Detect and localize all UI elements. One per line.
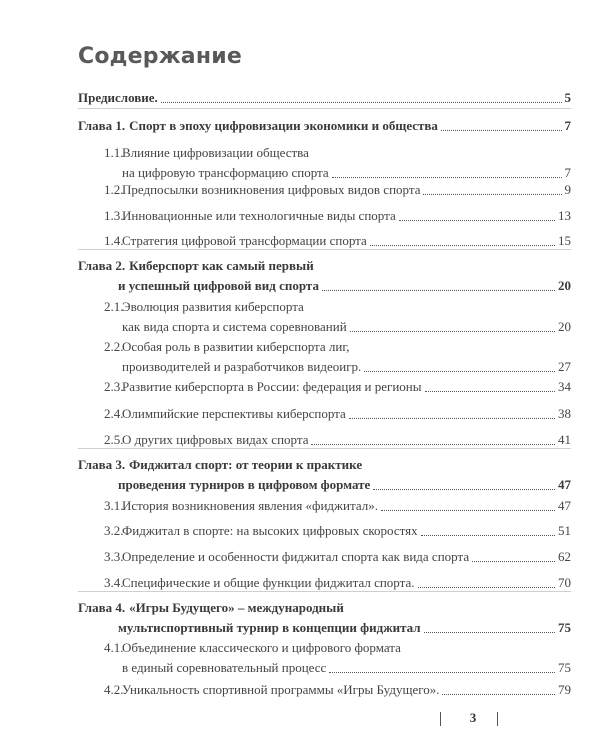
toc-entry-number: 3.1. xyxy=(104,498,124,513)
toc-entry-page: 20 xyxy=(558,278,571,293)
toc-entry-number: 2.3. xyxy=(104,379,124,394)
toc-entry-title: Киберспорт как самый первый xyxy=(129,258,314,273)
toc-section-entry[interactable] xyxy=(0,297,600,337)
toc-section-entry[interactable] xyxy=(0,143,600,183)
toc-entry-page: 9 xyxy=(564,182,571,197)
toc-entry-line xyxy=(0,547,571,567)
dot-leader xyxy=(421,534,555,536)
toc-entry-number: 2.5. xyxy=(104,432,124,447)
toc-entry-page: 75 xyxy=(558,620,571,635)
dot-leader xyxy=(329,671,555,673)
toc-entry-number: Глава 1. xyxy=(78,118,126,133)
dot-leader xyxy=(441,129,562,131)
toc-entry-page: 51 xyxy=(558,523,571,538)
toc-entry-title: Спорт в эпоху цифровизации экономики и общества xyxy=(129,118,438,133)
toc-entry-number: 2.1. xyxy=(104,299,124,314)
toc-chapter-entry[interactable] xyxy=(0,116,600,136)
toc-entry-title: Специфические и общие функции фиджитал спорта. xyxy=(122,575,415,590)
toc-entry-title: как вида спорта и система соревнований xyxy=(122,319,347,334)
chapter-divider xyxy=(78,591,571,592)
dot-leader xyxy=(442,693,555,695)
toc-entry-title: Определение и особенности фиджитал спорта как вида спорта xyxy=(122,549,470,564)
toc-entry-page: 79 xyxy=(558,682,571,697)
toc-entry-line xyxy=(0,256,571,276)
toc-entry-number: 3.3. xyxy=(104,549,124,564)
toc-entry-page: 38 xyxy=(558,406,571,421)
dot-leader xyxy=(423,193,561,195)
dot-leader xyxy=(418,586,556,588)
toc-section-entry[interactable] xyxy=(0,337,600,377)
toc-entry-line xyxy=(0,475,571,495)
toc-entry-title: Фиджитал спорт: от теории к практике xyxy=(129,457,363,472)
toc-entry-line xyxy=(0,598,571,618)
toc-entry-line xyxy=(0,455,571,475)
toc-entry-line xyxy=(0,297,571,317)
toc-entry-page: 15 xyxy=(558,233,571,248)
toc-entry-page: 5 xyxy=(564,90,571,105)
toc-section-entry[interactable] xyxy=(0,638,600,678)
dot-leader xyxy=(472,560,555,562)
toc-section-entry[interactable] xyxy=(0,377,600,397)
toc-entry-number: 1.1. xyxy=(104,145,124,160)
dot-leader xyxy=(373,488,555,490)
dot-leader xyxy=(425,390,555,392)
toc-section-entry[interactable] xyxy=(0,430,600,450)
toc-entry-line xyxy=(0,404,571,424)
toc-entry-page: 7 xyxy=(564,118,571,133)
chapter-divider xyxy=(78,108,571,109)
chapter-divider xyxy=(78,249,571,250)
toc-entry-line xyxy=(0,180,571,200)
toc-entry-title: Предисловие. xyxy=(78,90,158,105)
toc-entry-line xyxy=(0,143,571,163)
page-title: Содержание xyxy=(78,44,242,69)
dot-leader xyxy=(364,370,555,372)
toc-chapter-entry[interactable] xyxy=(0,88,600,108)
toc-section-entry[interactable] xyxy=(0,573,600,593)
dot-leader xyxy=(332,176,562,178)
toc-entry-page: 47 xyxy=(558,477,571,492)
dot-leader xyxy=(381,509,555,511)
toc-entry-number: Глава 2. xyxy=(78,258,126,273)
toc-chapter-entry[interactable] xyxy=(0,256,600,296)
toc-entry-title: Олимпийские перспективы киберспорта xyxy=(122,406,346,421)
toc-entry-line xyxy=(0,638,571,658)
toc-entry-line xyxy=(0,231,571,251)
toc-section-entry[interactable] xyxy=(0,547,600,567)
dot-leader xyxy=(349,417,555,419)
toc-entry-title: Инновационные или технологичные виды спорта xyxy=(122,208,396,223)
toc-entry-number: Глава 4. xyxy=(78,600,126,615)
dot-leader xyxy=(399,219,555,221)
toc-entry-page: 75 xyxy=(558,660,571,675)
toc-entry-title: Уникальность спортивной программы «Игры Будущего». xyxy=(122,682,440,697)
toc-entry-number: 4.1. xyxy=(104,640,124,655)
dot-leader xyxy=(161,101,562,103)
toc-entry-line xyxy=(0,377,571,397)
toc-entry-title: в единый соревновательный процесс xyxy=(122,660,327,675)
toc-entry-page: 7 xyxy=(564,165,571,180)
dot-leader xyxy=(370,244,555,246)
toc-entry-line xyxy=(0,680,571,700)
toc-entry-title: мультиспортивный турнир в концепции фиджитал xyxy=(118,620,421,635)
toc-section-entry[interactable] xyxy=(0,231,600,251)
toc-entry-title: «Игры Будущего» – международный xyxy=(129,600,344,615)
toc-entry-title: и успешный цифровой вид спорта xyxy=(118,278,319,293)
toc-entry-number: 1.2. xyxy=(104,182,124,197)
toc-entry-line xyxy=(0,430,571,450)
toc-entry-line xyxy=(0,573,571,593)
page-footer xyxy=(0,710,600,730)
toc-entry-page: 70 xyxy=(558,575,571,590)
dot-leader xyxy=(322,289,555,291)
dot-leader xyxy=(424,631,555,633)
toc-entry-title: на цифровую трансформацию спорта xyxy=(122,165,329,180)
chapter-divider xyxy=(78,448,571,449)
dot-leader xyxy=(350,330,555,332)
toc-entry-line xyxy=(0,88,571,108)
footer-divider-right xyxy=(497,712,498,726)
toc-section-entry[interactable] xyxy=(0,404,600,424)
toc-entry-line xyxy=(0,357,571,377)
toc-chapter-entry[interactable] xyxy=(0,598,600,638)
toc-entry-title: Особая роль в развитии киберспорта лиг, xyxy=(122,339,350,354)
toc-entry-title: О других цифровых видах спорта xyxy=(122,432,309,447)
toc-entry-title: Предпосылки возникновения цифровых видов спорта xyxy=(122,182,421,197)
toc-entry-line xyxy=(0,618,571,638)
toc-section-entry[interactable] xyxy=(0,521,600,541)
toc-section-entry[interactable] xyxy=(0,206,600,226)
toc-entry-line xyxy=(0,337,571,357)
toc-entry-title: Стратегия цифровой трансформации спорта xyxy=(122,233,367,248)
toc-entry-title: Объединение классического и цифрового формата xyxy=(122,640,401,655)
toc-entry-line xyxy=(0,116,571,136)
toc-entry-line xyxy=(0,276,571,296)
toc-entry-page: 62 xyxy=(558,549,571,564)
toc-entry-number: 1.4. xyxy=(104,233,124,248)
toc-entry-title: История возникновения явления «фиджитал». xyxy=(122,498,378,513)
toc-entry-line xyxy=(0,496,571,516)
toc-section-entry[interactable] xyxy=(0,680,600,700)
toc-entry-title: Фиджитал в спорте: на высоких цифровых скоростях xyxy=(122,523,418,538)
toc-section-entry[interactable] xyxy=(0,180,600,200)
toc-chapter-entry[interactable] xyxy=(0,455,600,495)
toc-entry-page: 34 xyxy=(558,379,571,394)
toc-entry-number: 2.2. xyxy=(104,339,124,354)
toc-entry-page: 41 xyxy=(558,432,571,447)
toc-entry-title: Влияние цифровизации общества xyxy=(122,145,309,160)
toc-entry-line xyxy=(0,658,571,678)
toc-entry-number: 3.4. xyxy=(104,575,124,590)
toc-entry-line xyxy=(0,521,571,541)
toc-entry-title: Эволюция развития киберспорта xyxy=(122,299,304,314)
dot-leader xyxy=(311,443,555,445)
toc-entry-page: 13 xyxy=(558,208,571,223)
toc-entry-title: Развитие киберспорта в России: федерация и регионы xyxy=(122,379,422,394)
toc-entry-title: производителей и разработчиков видеоигр. xyxy=(122,359,362,374)
toc-entry-number: 2.4. xyxy=(104,406,124,421)
toc-entry-line xyxy=(0,317,571,337)
toc-entry-line xyxy=(0,206,571,226)
toc-entry-number: 4.2. xyxy=(104,682,124,697)
page-number: 3 xyxy=(469,710,477,725)
toc-entry-page: 20 xyxy=(558,319,571,334)
toc-entry-page: 47 xyxy=(558,498,571,513)
toc-section-entry[interactable] xyxy=(0,496,600,516)
toc-entry-page: 27 xyxy=(558,359,571,374)
footer-divider-left xyxy=(440,712,441,726)
toc-entry-number: Глава 3. xyxy=(78,457,126,472)
toc-entry-number: 1.3. xyxy=(104,208,124,223)
toc-entry-title: проведения турниров в цифровом формате xyxy=(118,477,371,492)
toc-entry-number: 3.2. xyxy=(104,523,124,538)
